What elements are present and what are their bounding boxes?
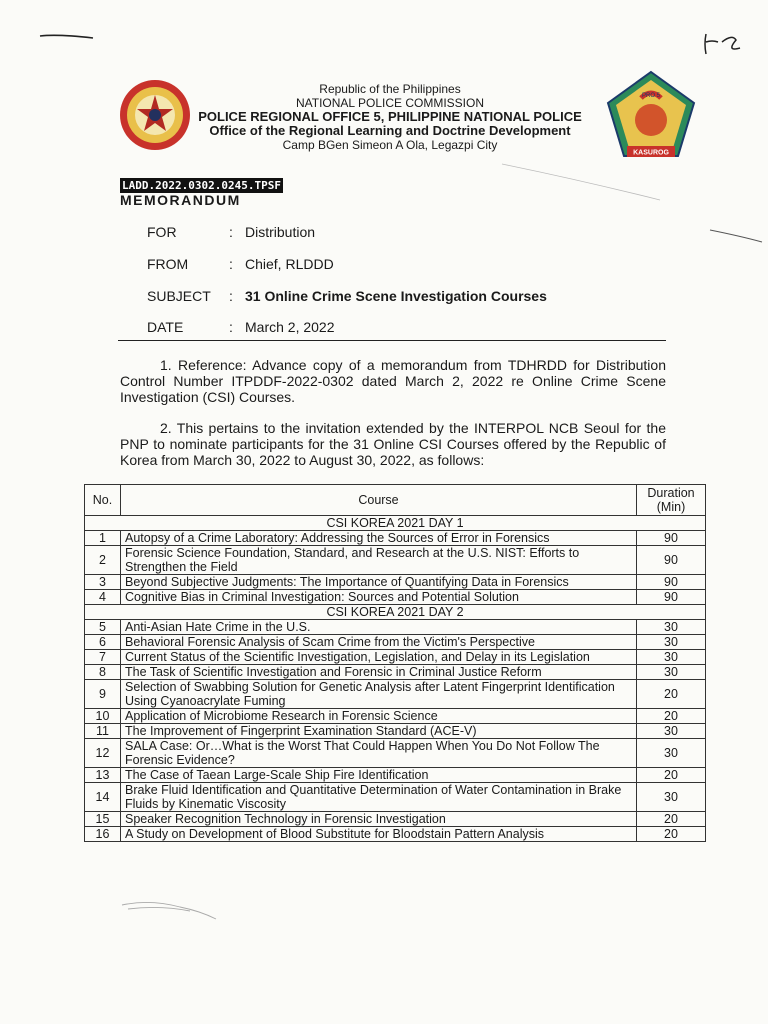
row-course: A Study on Development of Blood Substitute for Bloodstain Pattern Analysis <box>121 827 637 842</box>
right-seal-top-text: PRO 5 <box>641 93 661 99</box>
table-row <box>85 783 706 812</box>
row-duration: 30 <box>637 650 706 665</box>
letterhead-line-5: Camp BGen Simeon A Ola, Legazpi City <box>282 138 498 152</box>
colon: : <box>229 319 233 335</box>
row-course: Beyond Subjective Judgments: The Importance of Quantifying Data in Forensics <box>121 575 637 590</box>
row-duration: 20 <box>637 812 706 827</box>
row-course: Current Status of the Scientific Investigation, Legislation, and Delay in its Legislation <box>121 650 637 665</box>
letterhead-line-4: Office of the Regional Learning and Doctrine Development <box>209 123 571 138</box>
header-course: Course <box>121 485 637 516</box>
row-duration: 30 <box>637 724 706 739</box>
row-course: Cognitive Bias in Criminal Investigation: Sources and Potential Solution <box>121 590 637 605</box>
row-duration: 20 <box>637 768 706 783</box>
for-label: FOR <box>147 224 177 240</box>
pen-stroke-bottom <box>120 895 230 925</box>
row-course: Behavioral Forensic Analysis of Scam Crime from the Victim's Perspective <box>121 635 637 650</box>
control-number-stamp: LADD.2022.0302.0245.TPSF <box>122 179 281 192</box>
section-row <box>85 516 706 531</box>
table-row <box>85 635 706 650</box>
table-body <box>85 516 706 842</box>
table-row <box>85 812 706 827</box>
letterhead <box>180 82 600 152</box>
table-row <box>85 546 706 575</box>
table-row <box>85 709 706 724</box>
row-duration: 20 <box>637 680 706 709</box>
row-duration: 90 <box>637 575 706 590</box>
row-duration: 20 <box>637 827 706 842</box>
memo-for-row <box>147 224 315 240</box>
row-duration: 90 <box>637 546 706 575</box>
table-row <box>85 665 706 680</box>
table-row <box>85 768 706 783</box>
row-course: The Case of Taean Large-Scale Ship Fire Identification <box>121 768 637 783</box>
row-number: 1 <box>85 531 121 546</box>
table-row <box>85 739 706 768</box>
row-course: Application of Microbiome Research in Forensic Science <box>121 709 637 724</box>
section-row <box>85 605 706 620</box>
row-number: 15 <box>85 812 121 827</box>
row-number: 14 <box>85 783 121 812</box>
row-duration: 30 <box>637 783 706 812</box>
from-value: Chief, RLDDD <box>245 256 334 272</box>
section-title: CSI KOREA 2021 DAY 1 <box>85 516 706 531</box>
table-row <box>85 724 706 739</box>
row-course: Autopsy of a Crime Laboratory: Addressing the Sources of Error in Forensics <box>121 531 637 546</box>
subject-label: SUBJECT <box>147 288 211 304</box>
date-value: March 2, 2022 <box>245 319 335 335</box>
row-number: 2 <box>85 546 121 575</box>
row-number: 7 <box>85 650 121 665</box>
row-course: SALA Case: Or…What is the Worst That Could Happen When You Do Not Follow The Forensic Evidence? <box>121 739 637 768</box>
header-divider <box>118 340 666 341</box>
table-row <box>85 531 706 546</box>
table-row <box>85 827 706 842</box>
row-number: 16 <box>85 827 121 842</box>
paragraph-2: 2. This pertains to the invitation extended by the INTERPOL NCB Seoul for the PNP to nominate participants for the 31 Online CSI Courses offered by the Republic of Korea from March 30, 2022 to August 30, 2022, as follows: <box>120 420 666 468</box>
row-course: Selection of Swabbing Solution for Genetic Analysis after Latent Fingerprint Identification Using Cyanoacrylate Fuming <box>121 680 637 709</box>
row-duration: 30 <box>637 739 706 768</box>
date-label: DATE <box>147 319 184 335</box>
course-table <box>84 484 706 842</box>
table-row <box>85 575 706 590</box>
row-duration: 90 <box>637 590 706 605</box>
row-number: 8 <box>85 665 121 680</box>
row-number: 10 <box>85 709 121 724</box>
memo-from-row <box>147 256 334 272</box>
table-row <box>85 620 706 635</box>
table-row <box>85 680 706 709</box>
pro5-kasurog-seal <box>605 70 697 162</box>
row-number: 4 <box>85 590 121 605</box>
row-course: Anti-Asian Hate Crime in the U.S. <box>121 620 637 635</box>
row-course: Forensic Science Foundation, Standard, and Research at the U.S. NIST: Efforts to Strengthen the Field <box>121 546 637 575</box>
row-number: 11 <box>85 724 121 739</box>
table-header-row <box>85 485 706 516</box>
row-duration: 30 <box>637 665 706 680</box>
row-number: 6 <box>85 635 121 650</box>
row-number: 9 <box>85 680 121 709</box>
row-number: 13 <box>85 768 121 783</box>
row-duration: 30 <box>637 620 706 635</box>
colon: : <box>229 256 233 272</box>
letterhead-line-3: POLICE REGIONAL OFFICE 5, PHILIPPINE NATIONAL POLICE <box>198 109 582 124</box>
colon: : <box>229 288 233 304</box>
row-duration: 90 <box>637 531 706 546</box>
header-duration: Duration (Min) <box>637 485 706 516</box>
for-value: Distribution <box>245 224 316 240</box>
margin-mark <box>0 0 1 1</box>
from-label: FROM <box>147 256 189 272</box>
subject-value: 31 Online Crime Scene Investigation Courses <box>245 288 547 304</box>
row-course: The Task of Scientific Investigation and Forensic in Criminal Justice Reform <box>121 665 637 680</box>
row-course: The Improvement of Fingerprint Examination Standard (ACE-V) <box>121 724 637 739</box>
row-course: Brake Fluid Identification and Quantitative Determination of Water Contamination in Brake Fluids by Kinematic Viscosity <box>121 783 637 812</box>
pen-stroke-top-left <box>38 28 98 42</box>
paragraph-1: 1. Reference: Advance copy of a memorandum from TDHRDD for Distribution Control Number ITPDDF-2022-0302 dated March 2, 2022 re Online Crime Scene Investigation (CSI) Courses. <box>120 357 666 405</box>
table-row <box>85 650 706 665</box>
letterhead-line-1: Republic of the Philippines <box>319 82 461 96</box>
row-duration: 30 <box>637 635 706 650</box>
memo-date-row <box>147 319 335 335</box>
colon: : <box>229 224 233 240</box>
table-row <box>85 590 706 605</box>
row-number: 5 <box>85 620 121 635</box>
pen-stroke-right <box>500 160 768 250</box>
section-title: CSI KOREA 2021 DAY 2 <box>85 605 706 620</box>
row-duration: 20 <box>637 709 706 724</box>
memo-subject-row <box>147 288 547 304</box>
header-no: No. <box>85 485 121 516</box>
row-number: 3 <box>85 575 121 590</box>
right-seal-bottom-text: KASUROG <box>633 149 669 157</box>
handwritten-initials <box>700 30 750 62</box>
row-course: Speaker Recognition Technology in Forensic Investigation <box>121 812 637 827</box>
row-number: 12 <box>85 739 121 768</box>
letterhead-line-2: NATIONAL POLICE COMMISSION <box>295 96 485 110</box>
memo-title: MEMORANDUM <box>120 192 241 208</box>
